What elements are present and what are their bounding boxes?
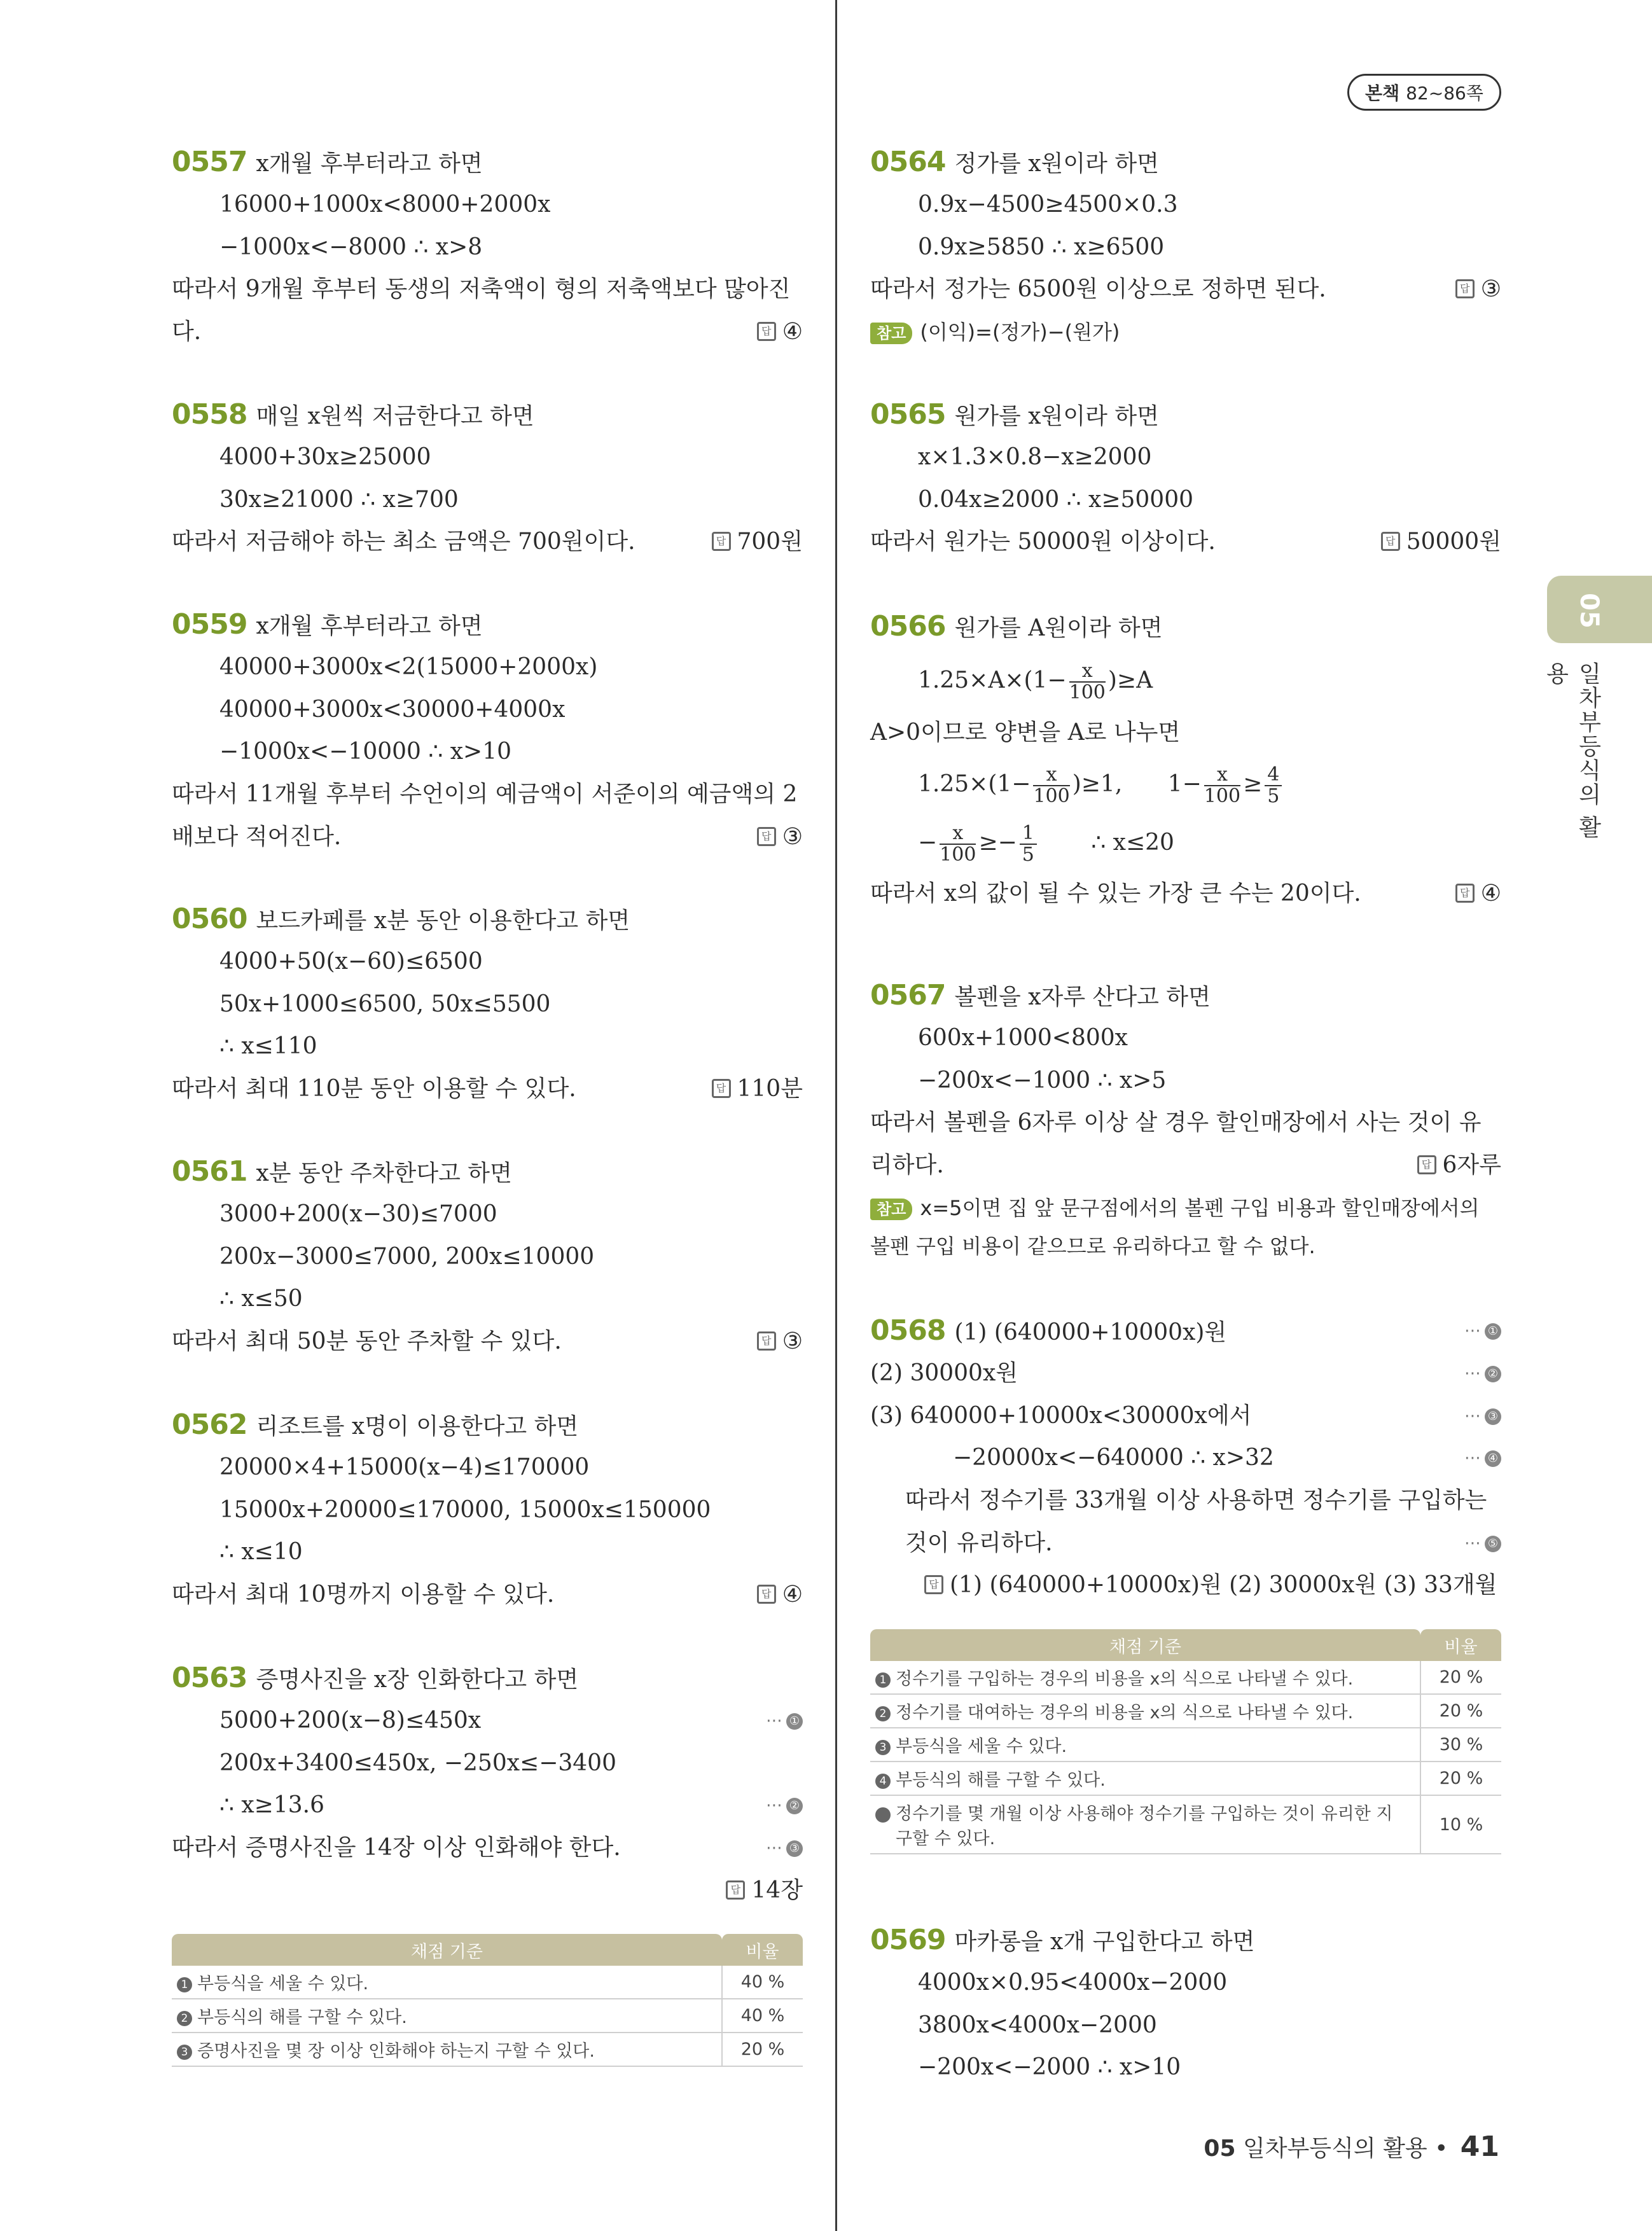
- problem-number: 0565: [870, 398, 946, 431]
- footer-bullet: •: [1434, 2136, 1448, 2162]
- row-ratio: 20 %: [1420, 1661, 1501, 1694]
- problem-number: 0558: [172, 398, 247, 431]
- problem-line: ∴ x≤110: [219, 1033, 317, 1059]
- problem-line: 5000+200(x−8)≤450x: [219, 1707, 482, 1734]
- problem-line: 40000+3000x<30000+4000x: [219, 697, 566, 723]
- problem-line: 보드카페를 x분 동안 이용한다고 하면: [256, 908, 630, 934]
- problem-line: x개월 후부터라고 하면: [256, 151, 483, 177]
- table-header: 채점 기준: [870, 1629, 1420, 1661]
- problem-number: 0563: [172, 1662, 247, 1694]
- answer: [1381, 523, 1501, 561]
- row-number: 1: [177, 1977, 192, 1992]
- answer-value: ④: [1480, 880, 1501, 907]
- answer-value: 6자루: [1442, 1152, 1501, 1178]
- ref-book: 본책: [1365, 83, 1400, 104]
- row-number: 3: [875, 1740, 891, 1755]
- problem-number: 0562: [172, 1408, 247, 1441]
- numerator: x: [940, 823, 976, 845]
- answer-value: 14장: [751, 1877, 803, 1903]
- problem-line: 40000+3000x<2(15000+2000x): [219, 654, 598, 680]
- problem-number: 0557: [172, 146, 247, 178]
- equation-part: )≥A: [1107, 667, 1153, 693]
- answer-value: 110분: [737, 1076, 803, 1102]
- numerator: x: [1204, 765, 1240, 786]
- numerator: 1: [1020, 823, 1037, 845]
- fraction: [1069, 661, 1106, 703]
- chapter-side-title: 일차부등식의 활용: [1543, 662, 1601, 840]
- step-number: ④: [1485, 1450, 1501, 1467]
- table-row: [172, 1999, 803, 2033]
- fraction: [940, 823, 976, 865]
- problem-line: 4000x×0.95<4000x−2000: [918, 1970, 1228, 1996]
- table-row: [870, 1728, 1501, 1762]
- answer-value: ④: [782, 319, 803, 345]
- note-text: (이익)=(정가)−(원가): [920, 320, 1120, 344]
- grading-table-0568: [870, 1629, 1501, 1854]
- problem-line: 15000x+20000≤170000, 15000x≤150000: [219, 1497, 711, 1523]
- equation-part: ≥: [1243, 771, 1263, 797]
- table-row: [870, 1661, 1501, 1694]
- problem-line: 증명사진을 x장 인화한다고 하면: [256, 1667, 579, 1693]
- row-ratio: 40 %: [722, 1999, 803, 2033]
- answer-value: 50000원: [1406, 529, 1501, 555]
- equation-part: 1−: [1167, 771, 1202, 797]
- numerator: x: [1033, 765, 1069, 786]
- problem-line: 따라서 11개월 후부터 수언이의 예금액이 서준이의 예금액의 2: [172, 781, 798, 807]
- problem-line: −1000x<−10000 ∴ x>10: [219, 739, 511, 765]
- problem-line: 따라서 최대 10명까지 이용할 수 있다.: [172, 1581, 555, 1608]
- problem-line: 3000+200(x−30)≤7000: [219, 1201, 497, 1227]
- note-text: 볼펜 구입 비용이 같으므로 유리하다고 할 수 없다.: [870, 1234, 1315, 1258]
- step-marker: ⋯ ③: [1464, 1397, 1501, 1435]
- row-text: 부등식의 해를 구할 수 있다.: [896, 1770, 1106, 1790]
- answer-value: ③: [1480, 276, 1501, 302]
- note-tag: 참고: [870, 1199, 912, 1220]
- equation-part: 1.25×A×(1−: [918, 667, 1067, 693]
- problem-line: 50x+1000≤6500, 50x≤5500: [219, 991, 551, 1017]
- problem-number: 0568: [870, 1314, 946, 1347]
- equation-part: −: [918, 830, 938, 856]
- row-number: 2: [875, 1706, 891, 1721]
- problem-line: 마카롱을 x개 구입한다고 하면: [954, 1929, 1255, 1955]
- problem-line: 3800x<4000x−2000: [918, 2012, 1157, 2038]
- answer-icon: 답: [726, 1880, 745, 1900]
- problem-line: 0.9x−4500≥4500×0.3: [918, 191, 1178, 218]
- answer: [757, 313, 803, 351]
- step-marker: ⋯ ⑤: [1464, 1524, 1501, 1562]
- step-marker: ⋯ ①: [766, 1702, 803, 1740]
- table-header: 비율: [1420, 1629, 1501, 1661]
- answer-icon: 답: [1455, 279, 1475, 298]
- problem-line: −200x<−2000 ∴ x>10: [918, 2054, 1181, 2080]
- step-marker: ⋯ ④: [1464, 1439, 1501, 1477]
- fraction: [1020, 823, 1037, 865]
- problem-line: x분 동안 주차한다고 하면: [256, 1160, 512, 1186]
- step-marker: ⋯ ①: [1464, 1312, 1501, 1350]
- problem-line: 0.04x≥2000 ∴ x≥50000: [918, 487, 1194, 513]
- equation-part: ≥−: [978, 830, 1017, 856]
- problem-line: 20000×4+15000(x−4)≤170000: [219, 1454, 590, 1480]
- problem-line: 정가를 x원이라 하면: [954, 151, 1159, 177]
- problem-line: 리하다.: [870, 1152, 944, 1178]
- problem-line: 600x+1000<800x: [918, 1025, 1128, 1051]
- problem-number: 0567: [870, 979, 946, 1011]
- step-marker: ⋯ ③: [766, 1829, 803, 1867]
- note: [870, 313, 1120, 351]
- problem-line: −20000x<−640000 ∴ x>32: [953, 1445, 1274, 1471]
- answer-value: 700원: [737, 529, 803, 555]
- answer-icon: 답: [757, 322, 776, 341]
- problem-line: 따라서 9개월 후부터 동생의 저축액이 형의 저축액보다 많아진: [172, 276, 791, 302]
- note-text: x=5이면 집 앞 문구점에서의 볼펜 구입 비용과 할인매장에서의: [920, 1196, 1480, 1220]
- footer-chapter: 05: [1204, 2136, 1236, 2162]
- column-divider: [835, 0, 837, 2231]
- fraction: [1204, 765, 1240, 807]
- problem-line: ∴ x≤50: [219, 1286, 303, 1312]
- table-header: 비율: [722, 1934, 803, 1966]
- table-row: [870, 1795, 1501, 1854]
- problem-line: 따라서 x의 값이 될 수 있는 가장 큰 수는 20이다.: [870, 880, 1361, 907]
- problem-number: 0566: [870, 610, 946, 643]
- step-number: ②: [786, 1798, 803, 1814]
- answer-icon: 답: [757, 1331, 776, 1351]
- answer: [757, 1323, 803, 1361]
- step-number: ⑤: [1485, 1536, 1501, 1552]
- problem-line: ∴ x≤10: [219, 1539, 303, 1565]
- row-number: 3: [177, 2045, 192, 2060]
- problem-line: 따라서 정수기를 33개월 이상 사용하면 정수기를 구입하는: [905, 1487, 1487, 1513]
- row-text: 부등식의 해를 구할 수 있다.: [197, 2008, 407, 2027]
- problem-line: 200x−3000≤7000, 200x≤10000: [219, 1244, 595, 1270]
- problem-line: 따라서 원가는 50000원 이상이다.: [870, 529, 1216, 555]
- numerator: 4: [1265, 765, 1282, 786]
- answer-icon: 답: [924, 1575, 943, 1594]
- problem-line: 4000+30x≥25000: [219, 444, 431, 470]
- row-number: 5: [875, 1807, 891, 1823]
- answer-icon: 답: [757, 1585, 776, 1604]
- step-number: ①: [1485, 1323, 1501, 1340]
- grading-table-0563: [172, 1934, 803, 2067]
- problem-line: 배보다 적어진다.: [172, 824, 342, 850]
- row-number: 2: [177, 2011, 192, 2026]
- problem-line: 200x+3400≤450x, −250x≤−3400: [219, 1750, 616, 1776]
- row-text: 정수기를 몇 개월 이상 사용해야 정수기를 구입하는 것이 유리한 지 구할 수 있다.: [896, 1804, 1393, 1849]
- answer-value: (1) (640000+10000x)원 (2) 30000x원 (3) 33개월: [950, 1572, 1497, 1598]
- problem-number: 0561: [172, 1155, 247, 1188]
- footer-title: 일차부등식의 활용: [1242, 2136, 1427, 2162]
- equation-line: [918, 655, 1153, 706]
- denominator: 100: [1033, 785, 1070, 807]
- problem-line: (1) (640000+10000x)원: [954, 1319, 1227, 1345]
- denominator: 100: [1204, 785, 1241, 807]
- problem-line: ∴ x≥13.6: [219, 1792, 324, 1818]
- problem-line: 리조트를 x명이 이용한다고 하면: [256, 1414, 579, 1440]
- chapter-side-number: 05: [1574, 593, 1604, 629]
- problem-number: 0559: [172, 608, 247, 641]
- page-reference-badge: [1347, 74, 1501, 111]
- answer-value: ③: [782, 824, 803, 850]
- fraction: [1265, 765, 1282, 807]
- note-tag: 참고: [870, 323, 912, 344]
- answer: [757, 1576, 803, 1614]
- numerator: x: [1069, 661, 1106, 683]
- step-number: ①: [786, 1713, 803, 1730]
- answer: [757, 818, 803, 856]
- equation-part: 1.25×(1−: [918, 771, 1031, 797]
- answer-value: ④: [782, 1581, 803, 1608]
- problem-line: 0.9x≥5850 ∴ x≥6500: [918, 234, 1165, 260]
- table-row: [870, 1762, 1501, 1795]
- table-header: 채점 기준: [172, 1934, 722, 1966]
- step-number: ③: [786, 1840, 803, 1857]
- row-text: 증명사진을 몇 장 이상 인화해야 하는지 구할 수 있다.: [197, 2041, 595, 2061]
- denominator: 5: [1022, 844, 1034, 866]
- page-number: 41: [1460, 2130, 1499, 2163]
- answer-icon: 답: [1417, 1155, 1436, 1174]
- note: [870, 1189, 1480, 1227]
- fraction: [1033, 765, 1069, 807]
- step-marker: ⋯ ②: [766, 1786, 803, 1824]
- problem-line: x개월 후부터라고 하면: [256, 613, 483, 639]
- problem-line: 따라서 볼펜을 6자루 이상 살 경우 할인매장에서 사는 것이 유: [870, 1109, 1482, 1136]
- problem-line: 따라서 증명사진을 14장 이상 인화해야 한다.: [172, 1835, 621, 1861]
- row-ratio: 30 %: [1420, 1728, 1501, 1762]
- equation-part: ∴ x≤20: [1091, 830, 1174, 856]
- problem-line: 따라서 정가는 6500원 이상으로 정하면 된다.: [870, 276, 1326, 302]
- answer: [726, 1872, 803, 1910]
- answer-value: ③: [782, 1328, 803, 1354]
- problem-line: (2) 30000x원: [870, 1360, 1018, 1386]
- problem-number: 0564: [870, 146, 946, 178]
- equation-part: )≥1,: [1072, 771, 1123, 797]
- table-row: [870, 1694, 1501, 1728]
- answer-icon: 답: [1455, 884, 1475, 903]
- answer: [1455, 875, 1501, 913]
- answer-icon: 답: [712, 532, 731, 551]
- step-number: ②: [1485, 1366, 1501, 1382]
- answer: [1417, 1146, 1501, 1185]
- problem-number: 0560: [172, 903, 247, 935]
- denominator: 100: [940, 844, 976, 866]
- row-ratio: 40 %: [722, 1966, 803, 1999]
- answer: [712, 523, 803, 561]
- problem-line: x×1.3×0.8−x≥2000: [918, 444, 1152, 470]
- page-footer: [1204, 2125, 1499, 2169]
- problem-line: −200x<−1000 ∴ x>5: [918, 1067, 1167, 1094]
- problem-line: 4000+50(x−60)≤6500: [219, 949, 483, 975]
- equation-line: [918, 759, 1284, 810]
- step-number: ③: [1485, 1408, 1501, 1425]
- problem-line: 16000+1000x<8000+2000x: [219, 191, 551, 218]
- answer-icon: 답: [757, 827, 776, 846]
- problem-line: 30x≥21000 ∴ x≥700: [219, 487, 459, 513]
- answer-icon: 답: [712, 1079, 731, 1098]
- problem-line: −1000x<−8000 ∴ x>8: [219, 234, 483, 260]
- row-ratio: 20 %: [722, 2033, 803, 2066]
- row-ratio: 10 %: [1420, 1795, 1501, 1854]
- table-row: [172, 1966, 803, 1999]
- row-number: 1: [875, 1672, 891, 1688]
- problem-line: 따라서 최대 50분 동안 주차할 수 있다.: [172, 1328, 562, 1354]
- problem-line: 따라서 최대 110분 동안 이용할 수 있다.: [172, 1076, 576, 1102]
- answer-icon: 답: [1381, 532, 1400, 551]
- row-ratio: 20 %: [1420, 1694, 1501, 1728]
- row-number: 4: [875, 1774, 891, 1789]
- problem-line: A>0이므로 양변을 A로 나누면: [870, 719, 1181, 746]
- answer: [712, 1070, 803, 1108]
- problem-number: 0569: [870, 1924, 946, 1956]
- denominator: 100: [1069, 681, 1106, 704]
- problem-line: 것이 유리하다.: [905, 1530, 1053, 1556]
- problem-line: 다.: [172, 319, 202, 345]
- row-ratio: 20 %: [1420, 1762, 1501, 1795]
- problem-line: 원가를 x원이라 하면: [954, 403, 1159, 429]
- step-marker: ⋯ ②: [1464, 1354, 1501, 1393]
- row-text: 정수기를 대여하는 경우의 비용을 x의 식으로 나타낼 수 있다.: [896, 1703, 1354, 1723]
- answer: [924, 1566, 1497, 1604]
- table-row: [172, 2033, 803, 2066]
- problem-line: 볼펜을 x자루 산다고 하면: [954, 984, 1211, 1010]
- row-text: 부등식을 세울 수 있다.: [896, 1737, 1067, 1756]
- answer: [1455, 270, 1501, 309]
- problem-line: 매일 x원씩 저금한다고 하면: [256, 403, 534, 429]
- denominator: 5: [1267, 785, 1280, 807]
- row-text: 부등식을 세울 수 있다.: [197, 1974, 369, 1994]
- ref-pages: 82~86쪽: [1406, 83, 1483, 104]
- equation-line: [918, 817, 1174, 868]
- problem-line: (3) 640000+10000x<30000x에서: [870, 1403, 1252, 1429]
- problem-line: 원가를 A원이라 하면: [954, 615, 1163, 641]
- row-text: 정수기를 구입하는 경우의 비용을 x의 식으로 나타낼 수 있다.: [896, 1669, 1354, 1689]
- problem-line: 따라서 저금해야 하는 최소 금액은 700원이다.: [172, 529, 635, 555]
